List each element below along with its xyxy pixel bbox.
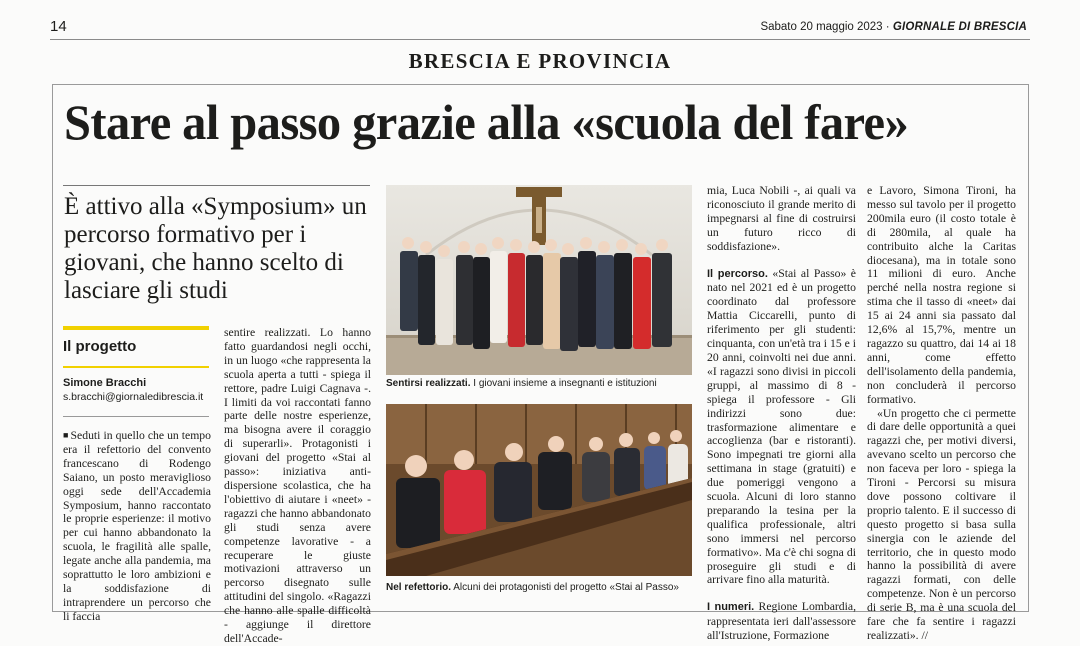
body-column-2 [224, 326, 371, 646]
paragraph-percorso [707, 267, 856, 588]
caption-bottom-lead: Nel refettorio. [386, 582, 452, 593]
caption-bottom-text: Alcuni dei protagonisti del progetto «Stai al Passo» [453, 582, 679, 593]
body-text-numeri: Regione Lombardia, rappresentata ieri dall'assessore all'Istruzione, Formazione [707, 600, 857, 643]
author-email[interactable]: s.bracchi@giornaledibrescia.it [63, 391, 204, 403]
issue-date: Sabato 20 maggio 2023 [760, 21, 883, 33]
author-name: Simone Bracchi [63, 377, 147, 389]
header-separator: · [885, 21, 890, 33]
date-line [760, 21, 1027, 33]
subhead-rule [63, 185, 370, 186]
body-text-col2: sentire realizzati. Lo hanno fatto guardandosi negli occhi, in un luogo «che rappresenta la scuola aperta a tutti - spiega il rettore, padre Luigi Cagnava -. I limiti da voi raccontati fanno parte delle nostre esperienze, ma bisogna avere il coraggio di superarli». Protagonisti i giovani del progetto «Stai al passo»: iniziativa anti-dispersione scolastica, che ha l'obiettivo di aiutare i «neet» - ragazzi che hanno abbandonato gli studi senza avere competenze lavorative - a recuperare le giuste motivazioni attraverso un percorso disegnato sulle attitudini del singolo. «Ragazzi che hanno alle spalle difficoltà - aggiunge il direttore dell'Accade- [224, 326, 371, 645]
body-column-3 [707, 184, 856, 643]
body-column-4 [867, 184, 1016, 643]
caption-top-lead: Sentirsi realizzati. [386, 378, 471, 389]
keyword-numeri: I numeri. [707, 601, 755, 614]
keyword-percorso: Il percorso. [707, 267, 768, 280]
sidebar-title: Il progetto [63, 338, 137, 355]
sidebar-accent-underline [63, 366, 209, 368]
photo-caption-bottom [386, 582, 696, 594]
page-number: 14 [50, 18, 67, 35]
refectory-photo-illustration [386, 404, 692, 576]
group-photo-illustration [386, 185, 692, 375]
section-title: BRESCIA E PROVINCIA [408, 49, 672, 73]
body-text-col4-p2: «Un progetto che ci permette di dare delle opportunità a quei ragazzi che, per motivi diversi, avevano scelto un percorso che non faceva per loro - spiega la Tironi - Percorsi su misura dove possono coltivare il proprio talento. E il successo di questo progetto si basa sulla sinergia con le aziende del territorio, che in questo modo hanno la possibilità di avere ragazzi formati, con delle competenze. Non è un percorso di serie B, ma è una scuola del fare che fa sentire i ragazzi realizzati». // [867, 406, 1016, 642]
subhead: È attivo alla «Symposium» un percorso formativo per i giovani, che hanno scelto di lasciare gli studi [64, 193, 367, 304]
body-column-1 [63, 429, 211, 624]
byline-divider [63, 416, 209, 417]
sidebar-accent-bar [63, 326, 209, 330]
headline: Stare al passo grazie alla «scuola del fare» [64, 94, 909, 150]
square-bullet-icon: ■ [63, 430, 69, 440]
refectory-photo [386, 404, 692, 576]
header-rule [50, 39, 1030, 40]
body-text-col1: Seduti in quello che un tempo era il refettorio del convento francescano di Rodengo Saiano, un posto meraviglioso oggi sede dell'Accademia Symposium, hanno raccontato le proprie esperienze: il motivo per cui hanno abbandonato la scuola, le fragilità alle spalle, legate anche alla pandemia, ma soprattutto le loro ambizioni e la soddisfazione di intraprendere un percorso che li faccia [63, 429, 211, 623]
body-text-col3-intro: mia, Luca Nobili -, ai quali va riconosciuto il grande merito di impegnarsi al fine di costruirsi un futuro ricco di soddisfazione». [707, 184, 856, 253]
paragraph-numeri [707, 600, 856, 643]
body-text-percorso: «Stai al Passo» è nato nel 2021 ed è un progetto coordinato dal professore Mattia Ciccarelli, punto di riferimento per gli studenti: cinquanta, con un'età tra i 15 e i 20 anni, coinvolti nei due anni. «I ragazzi sono divisi in piccoli gruppi, al massimo di 8 - spiega il professore - Gli indirizzi sono due: trasformazione alimentare e accoglienza (bar e ristoranti). Sono impegnati tre giorni alla settimana in stage (gratuiti) e due pomeriggi vengono a scuola. Alcuni di loro stanno preparando la tesina per la qualifica professionale, altri sono immersi nel percorso formativo». Ma c'è chi sogna di proseguire gli studi e di arrivare fino alla maturità. [707, 266, 856, 587]
group-photo [386, 185, 692, 375]
caption-top-text: I giovani insieme a insegnanti e istituzioni [473, 378, 657, 389]
body-text-col4-p1: e Lavoro, Simona Tironi, ha messo sul tavolo per il progetto 200mila euro (il costo totale è di 280mila, al quale ha contribuito alche la Caritas diocesana), ma in totale sono 11 milioni di euro. Anche perché nella nostra regione si stima che il tasso di «neet» dai 15 ai 24 anni sia passato dal 12,6% al 15,7%, mentre un ragazzo su quattro, dai 14 ai 18 anni, come effetto dell'isolamento della pandemia, non concluderà il percorso formativo. [867, 184, 1016, 406]
photo-caption-top [386, 378, 696, 390]
newspaper-name: GIORNALE DI BRESCIA [892, 21, 1027, 33]
